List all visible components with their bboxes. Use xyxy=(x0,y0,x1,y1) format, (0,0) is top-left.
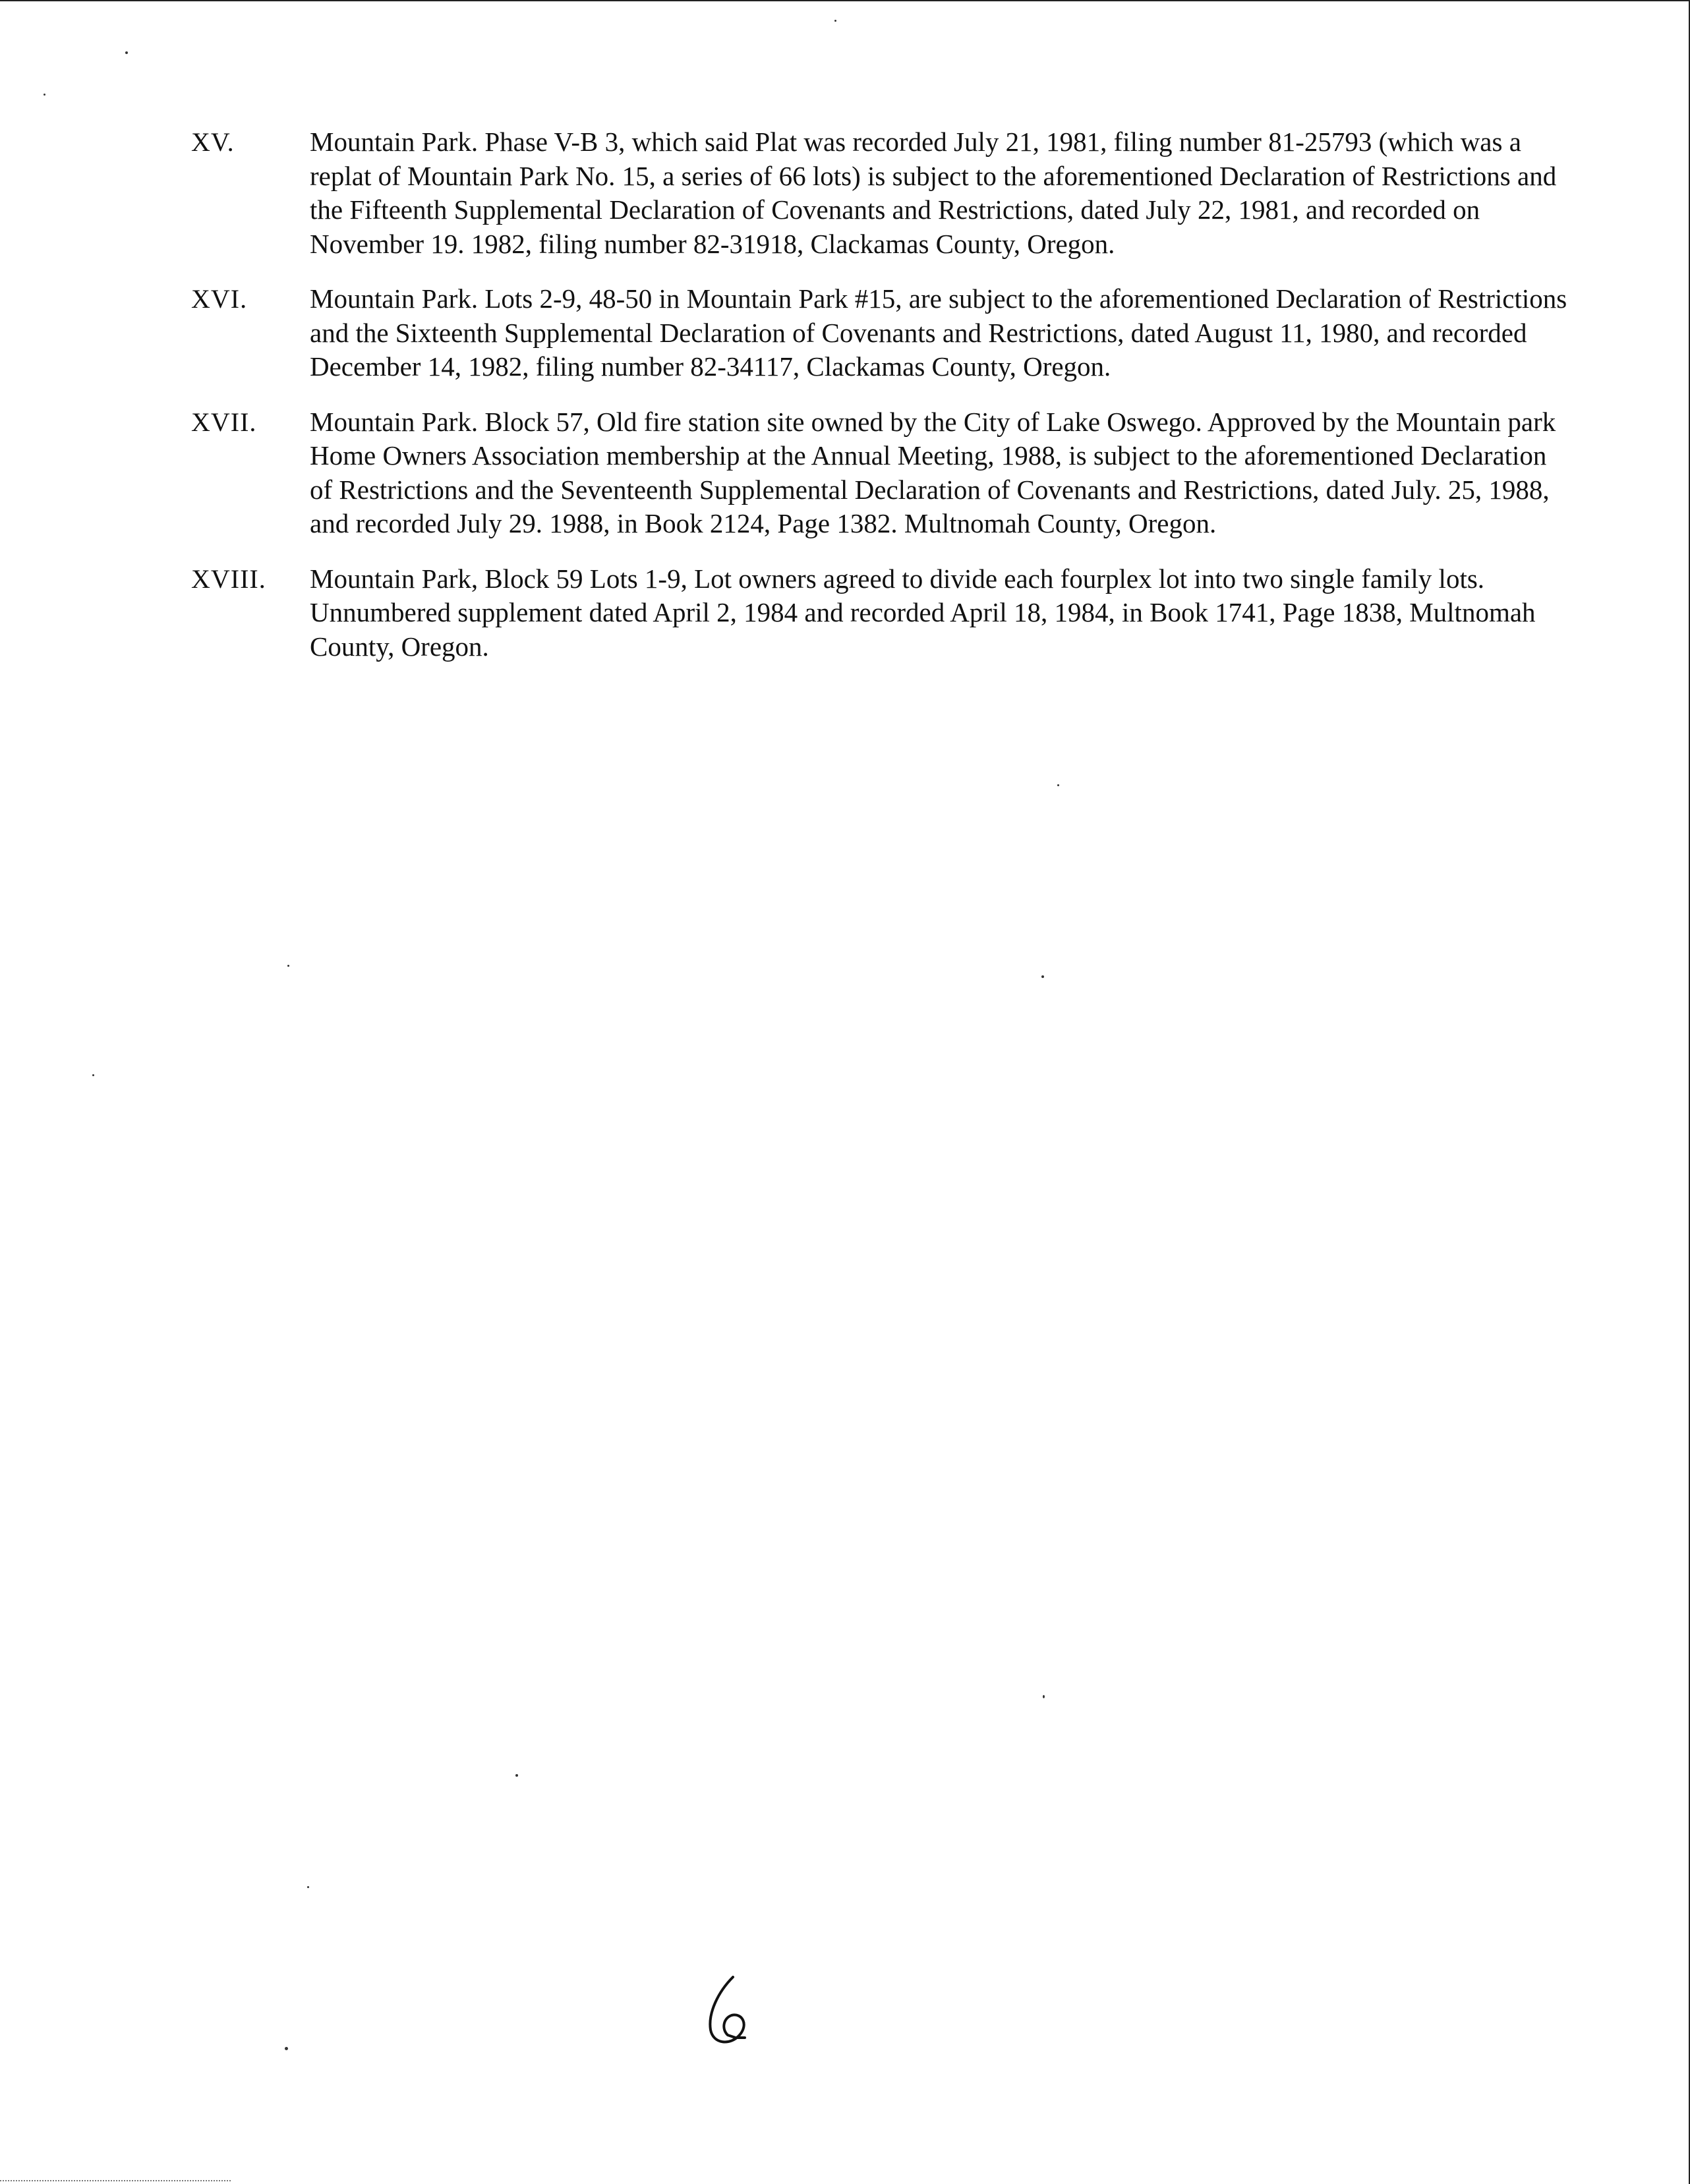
scan-speck xyxy=(287,965,289,967)
section-xviii xyxy=(191,562,1569,664)
section-text: Mountain Park. Lots 2-9, 48-50 in Mountain Park #15, are subject to the aforementioned Declaration of Restrictions and the Sixteenth Supplemental Declaration of Covenants and Restrictions, dated August 11, 1980, and recorded December 14, 1982, filing number 82-34117, Clackamas County, Oregon. xyxy=(310,283,1567,382)
scan-speck xyxy=(92,1074,94,1076)
section-text: Mountain Park. Phase V-B 3, which said Plat was recorded July 21, 1981, filing number 81-25793 (which was a replat of Mountain Park No. 15, a series of 66 lots) is subject to the aforementioned Declaration of Restrictions and the Fifteenth Supplemental Declaration of Covenants and Restrictions, dated July 22, 1981, and recorded on November 19. 1982, filing number 82-31918, Clackamas County, Oregon. xyxy=(310,127,1557,259)
scan-speck xyxy=(307,1886,309,1888)
section-xvi xyxy=(191,282,1569,384)
section-numeral: XVI. xyxy=(191,284,248,314)
scan-speck xyxy=(1057,784,1059,786)
scan-speck xyxy=(44,94,45,96)
scan-speck xyxy=(1043,1695,1045,1698)
section-numeral: XVII. xyxy=(191,407,257,437)
scan-speck xyxy=(515,1774,518,1777)
scan-speck xyxy=(125,51,128,54)
section-xv xyxy=(191,125,1569,261)
scan-edge-mark xyxy=(0,2180,231,2181)
scan-speck xyxy=(285,2047,288,2050)
handwritten-six-glyph xyxy=(699,1972,771,2051)
scan-speck xyxy=(834,20,836,22)
section-text: Mountain Park, Block 59 Lots 1-9, Lot owners agreed to divide each fourplex lot into two single family lots. Unnumbered supplement dated April 2, 1984 and recorded April 18, 1984, in Book 1741, Page 1838, Multnomah County, Oregon. xyxy=(310,563,1536,662)
scan-speck xyxy=(1041,975,1044,978)
restrictions-list xyxy=(191,125,1569,685)
section-numeral: XVIII. xyxy=(191,563,266,594)
handwritten-page-number xyxy=(699,1972,771,2051)
section-numeral: XV. xyxy=(191,127,235,157)
section-text: Mountain Park. Block 57, Old fire station site owned by the City of Lake Oswego. Approved by the Mountain park Home Owners Association membership at the Annual Meeting, 1988, is subject to the aforementioned Declaration of Restrictions and the Seventeenth Supplemental Declaration of Covenants and Restrictions, dated July. 25, 1988, and recorded July 29. 1988, in Book 2124, Page 1382. Multnomah County, Oregon. xyxy=(310,406,1556,538)
section-xvii xyxy=(191,405,1569,541)
